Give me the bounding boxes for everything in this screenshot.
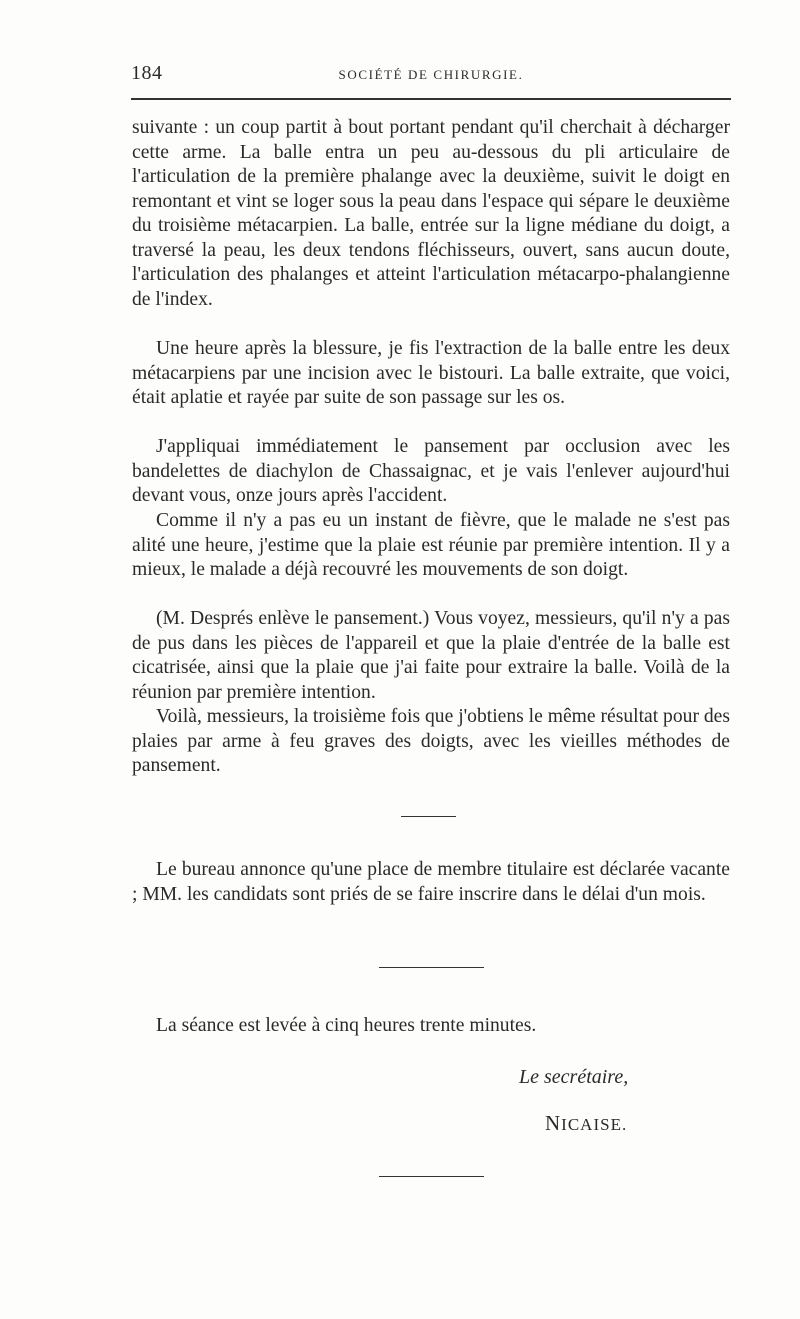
section-divider	[379, 967, 484, 968]
body-paragraph: Voilà, messieurs, la troisième fois que j'obtiens le même résultat pour des plaies par arme à feu graves des doigts, avec les vieilles méthodes de pansement.	[132, 706, 730, 776]
body-paragraph: Une heure après la blessure, je fis l'extraction de la balle entre les deux métacarpiens par une incision avec le bistouri. La balle extraite, que voici, était aplatie et rayée par suite de son passage sur les os.	[132, 338, 730, 408]
body-paragraph: J'appliquai immédiatement le pansement par occlusion avec les bandelettes de diachylon de Chassaignac, et je vais l'enlever aujourd'hui devant vous, onze jours après l'accident.	[132, 436, 730, 506]
body-paragraph: suivante : un coup partit à bout portant pendant qu'il cherchait à décharger cette arme. La balle entra un peu au-dessous du pli articulaire de l'articulation de la première phalange avec la deuxième, suivit le doigt en remontant et vint se loger sous la peau dans l'espace qui sépare le deuxième du troisième métacarpien. La balle, entrée sur la ligne médiane du doigt, a traversé la peau, les deux tendons fléchisseurs, ouvert, sans aucun doute, l'articulation des phalanges et atteint l'articulation métacarpo-phalangienne de l'index.	[132, 117, 730, 310]
section-divider	[401, 816, 456, 817]
page-number: 184	[131, 62, 163, 84]
header-rule	[131, 98, 731, 100]
closing-paragraph: La séance est levée à cinq heures trente minutes.	[156, 1015, 537, 1036]
signature-name-initial: N	[545, 1111, 562, 1135]
running-title: SOCIÉTÉ DE CHIRURGIE.	[338, 67, 524, 82]
announcement-paragraph: Le bureau annonce qu'une place de membre titulaire est déclarée vacante ; MM. les candidats sont priés de se faire inscrire dans le délai d'un mois.	[132, 859, 730, 905]
signature-name-rest: ICAISE.	[561, 1115, 628, 1134]
body-paragraph: Comme il n'y a pas eu un instant de fièvre, que le malade ne s'est pas alité une heure, j'estime que la plaie est réunie par première intention. Il y a mieux, le malade a déjà recouvré les mouvements de son doigt.	[132, 510, 730, 580]
signature-name	[545, 1111, 627, 1136]
page-header	[131, 60, 731, 90]
signature-role: Le secrétaire,	[519, 1066, 629, 1088]
body-paragraph: (M. Després enlève le pansement.) Vous voyez, messieurs, qu'il n'y a pas de pus dans les pièces de l'appareil et que la plaie d'entrée de la balle est cicatrisée, ainsi que la plaie que j'ai faite pour extraire la balle. Voilà de la réunion par première intention.	[132, 608, 730, 703]
end-divider	[379, 1176, 484, 1177]
